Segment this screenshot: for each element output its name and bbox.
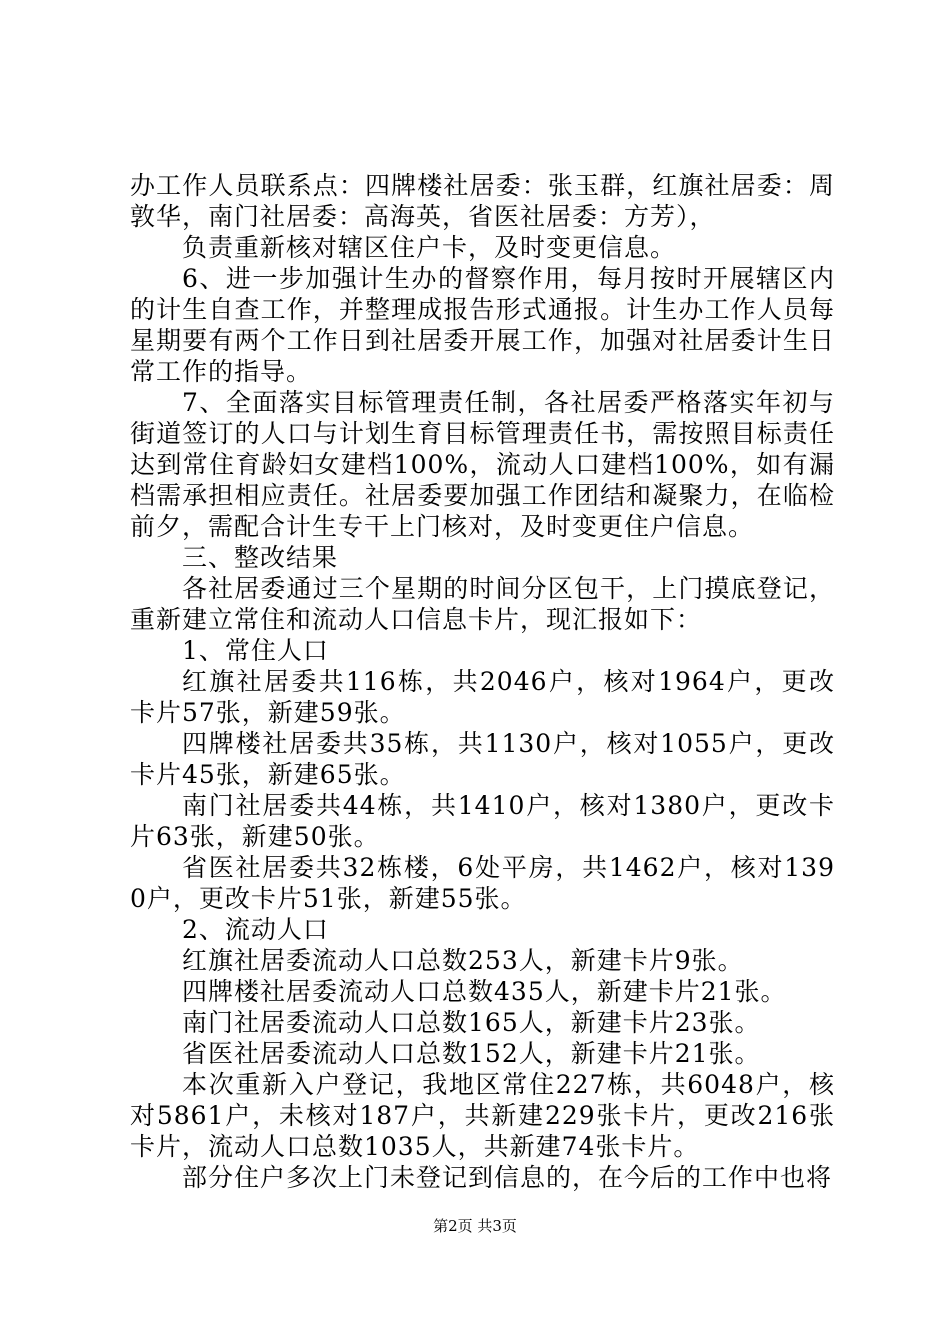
paragraph-followup: 部分住户多次上门未登记到信息的，在今后的工作中也将: [182, 1163, 833, 1192]
paragraph-results-intro: 各社居委通过三个星期的时间分区包干，上门摸底登记，重新建立常住和流动人口信息卡片，现汇报如下：: [130, 574, 835, 634]
subheading-resident-population: 1、常住人口: [182, 636, 329, 665]
subheading-floating-population: 2、流动人口: [182, 915, 329, 944]
document-body: [130, 170, 835, 1193]
paragraph-shengyi-floating: 省医社居委流动人口总数152人，新建卡片21张。: [182, 1039, 761, 1068]
paragraph-summary: 本次重新入户登记，我地区常住227栋，共6048户，核对5861户，未核对187户，共新建229张卡片，更改216张卡片，流动人口总数1035人，共新建74张卡片。: [130, 1070, 835, 1161]
paragraph-hongqi-resident: 红旗社居委共116栋，共2046户，核对1964户，更改卡片57张，新建59张。: [130, 667, 835, 727]
section-heading-results: 三、整改结果: [182, 543, 339, 572]
paragraph-item-7: 7、全面落实目标管理责任制，各社居委严格落实年初与街道签订的人口与计划生育目标管理责任书，需按照目标责任达到常住育龄妇女建档100%，流动人口建档100%，如有漏档需承担相应责任。社居委要加强工作团结和凝聚力，在临检前夕，需配合计生专干上门核对，及时变更住户信息。: [130, 388, 835, 541]
paragraph-item-6: 6、进一步加强计生办的督察作用，每月按时开展辖区内的计生自查工作，并整理成报告形式通报。计生办工作人员每星期要有两个工作日到社居委开展工作，加强对社居委计生日常工作的指导。: [130, 264, 835, 386]
paragraph-verify-cards: 负责重新核对辖区住户卡，及时变更信息。: [182, 233, 677, 262]
paragraph-sipailou-resident: 四牌楼社居委共35栋，共1130户，核对1055户，更改卡片45张，新建65张。: [130, 729, 835, 789]
paragraph-shengyi-resident: 省医社居委共32栋楼，6处平房，共1462户，核对1390户，更改卡片51张，新建55张。: [130, 853, 835, 913]
paragraph-nanmen-floating: 南门社居委流动人口总数165人，新建卡片23张。: [182, 1008, 761, 1037]
page-footer: 第2页 共3页: [433, 1217, 517, 1235]
paragraph-contact-points: 办工作人员联系点：四牌楼社居委：张玉群，红旗社居委：周敦华，南门社居委：高海英，省医社居委：方芳），: [130, 171, 835, 231]
paragraph-hongqi-floating: 红旗社居委流动人口总数253人，新建卡片9张。: [182, 946, 744, 975]
paragraph-sipailou-floating: 四牌楼社居委流动人口总数435人，新建卡片21张。: [182, 977, 787, 1006]
paragraph-nanmen-resident: 南门社居委共44栋，共1410户，核对1380户，更改卡片63张，新建50张。: [130, 791, 835, 851]
